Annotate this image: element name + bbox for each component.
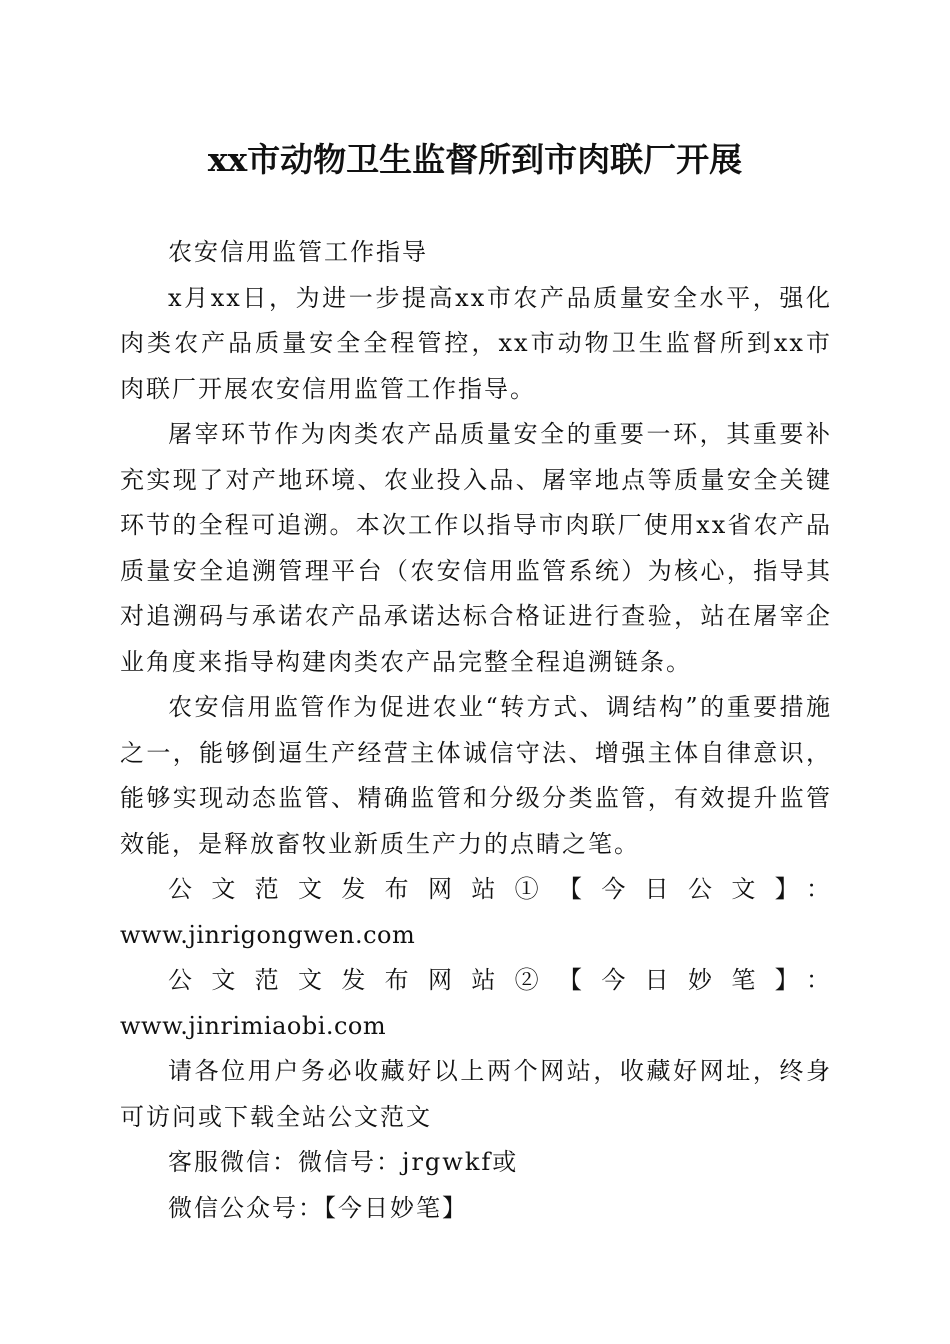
site2-label: 公文范文发布网站②【今日妙笔】：: [168, 966, 832, 994]
site1-url-line: [120, 913, 832, 959]
site1-url-link[interactable]: www.jinrigongwen.com: [120, 920, 416, 949]
site2-url-link[interactable]: www.jinrimiaobi.com: [120, 1011, 387, 1040]
notice-paragraph: 请各位用户务必收藏好以上两个网站，收藏好网址，终身可访问或下载全站公文范文: [120, 1057, 832, 1131]
body-paragraph: 屠宰环节作为肉类农产品质量安全的重要一环，其重要补充实现了对产地环境、农业投入品、屠宰地点等质量安全关键环节的全程可追溯。本次工作以指导市肉联厂使用xx省农产品质量安全追溯管理平台（农安信用监管系统）为核心，指导其对追溯码与承诺农产品承诺达标合格证进行查验，站在屠宰企业角度来指导构建肉类农产品完整全程追溯链条。: [120, 420, 832, 676]
body-paragraph: 农安信用监管作为促进农业“转方式、调结构”的重要措施之一，能够倒逼生产经营主体诚信守法、增强主体自律意识，能够实现动态监管、精确监管和分级分类监管，有效提升监管效能，是释放畜牧业新质生产力的点睛之笔。: [120, 693, 832, 858]
site2-line: [120, 958, 832, 1049]
subtitle-paragraph: 农安信用监管工作指导: [168, 238, 428, 266]
document-title: xx市动物卫生监督所到市肉联厂开展: [207, 140, 743, 179]
site1-line: [120, 867, 832, 913]
document-body: [120, 230, 832, 1231]
body-paragraph: x月xx日，为进一步提高xx市农产品质量安全水平，强化肉类农产品质量安全全程管控，xx市动物卫生监督所到xx市肉联厂开展农安信用监管工作指导。: [120, 283, 832, 403]
site1-label: 公文范文发布网站①【今日公文】：: [168, 875, 832, 903]
wechat-line: 客服微信：微信号：jrgwkf或: [168, 1148, 519, 1176]
official-account-line: 微信公众号：【今日妙笔】: [168, 1193, 468, 1222]
